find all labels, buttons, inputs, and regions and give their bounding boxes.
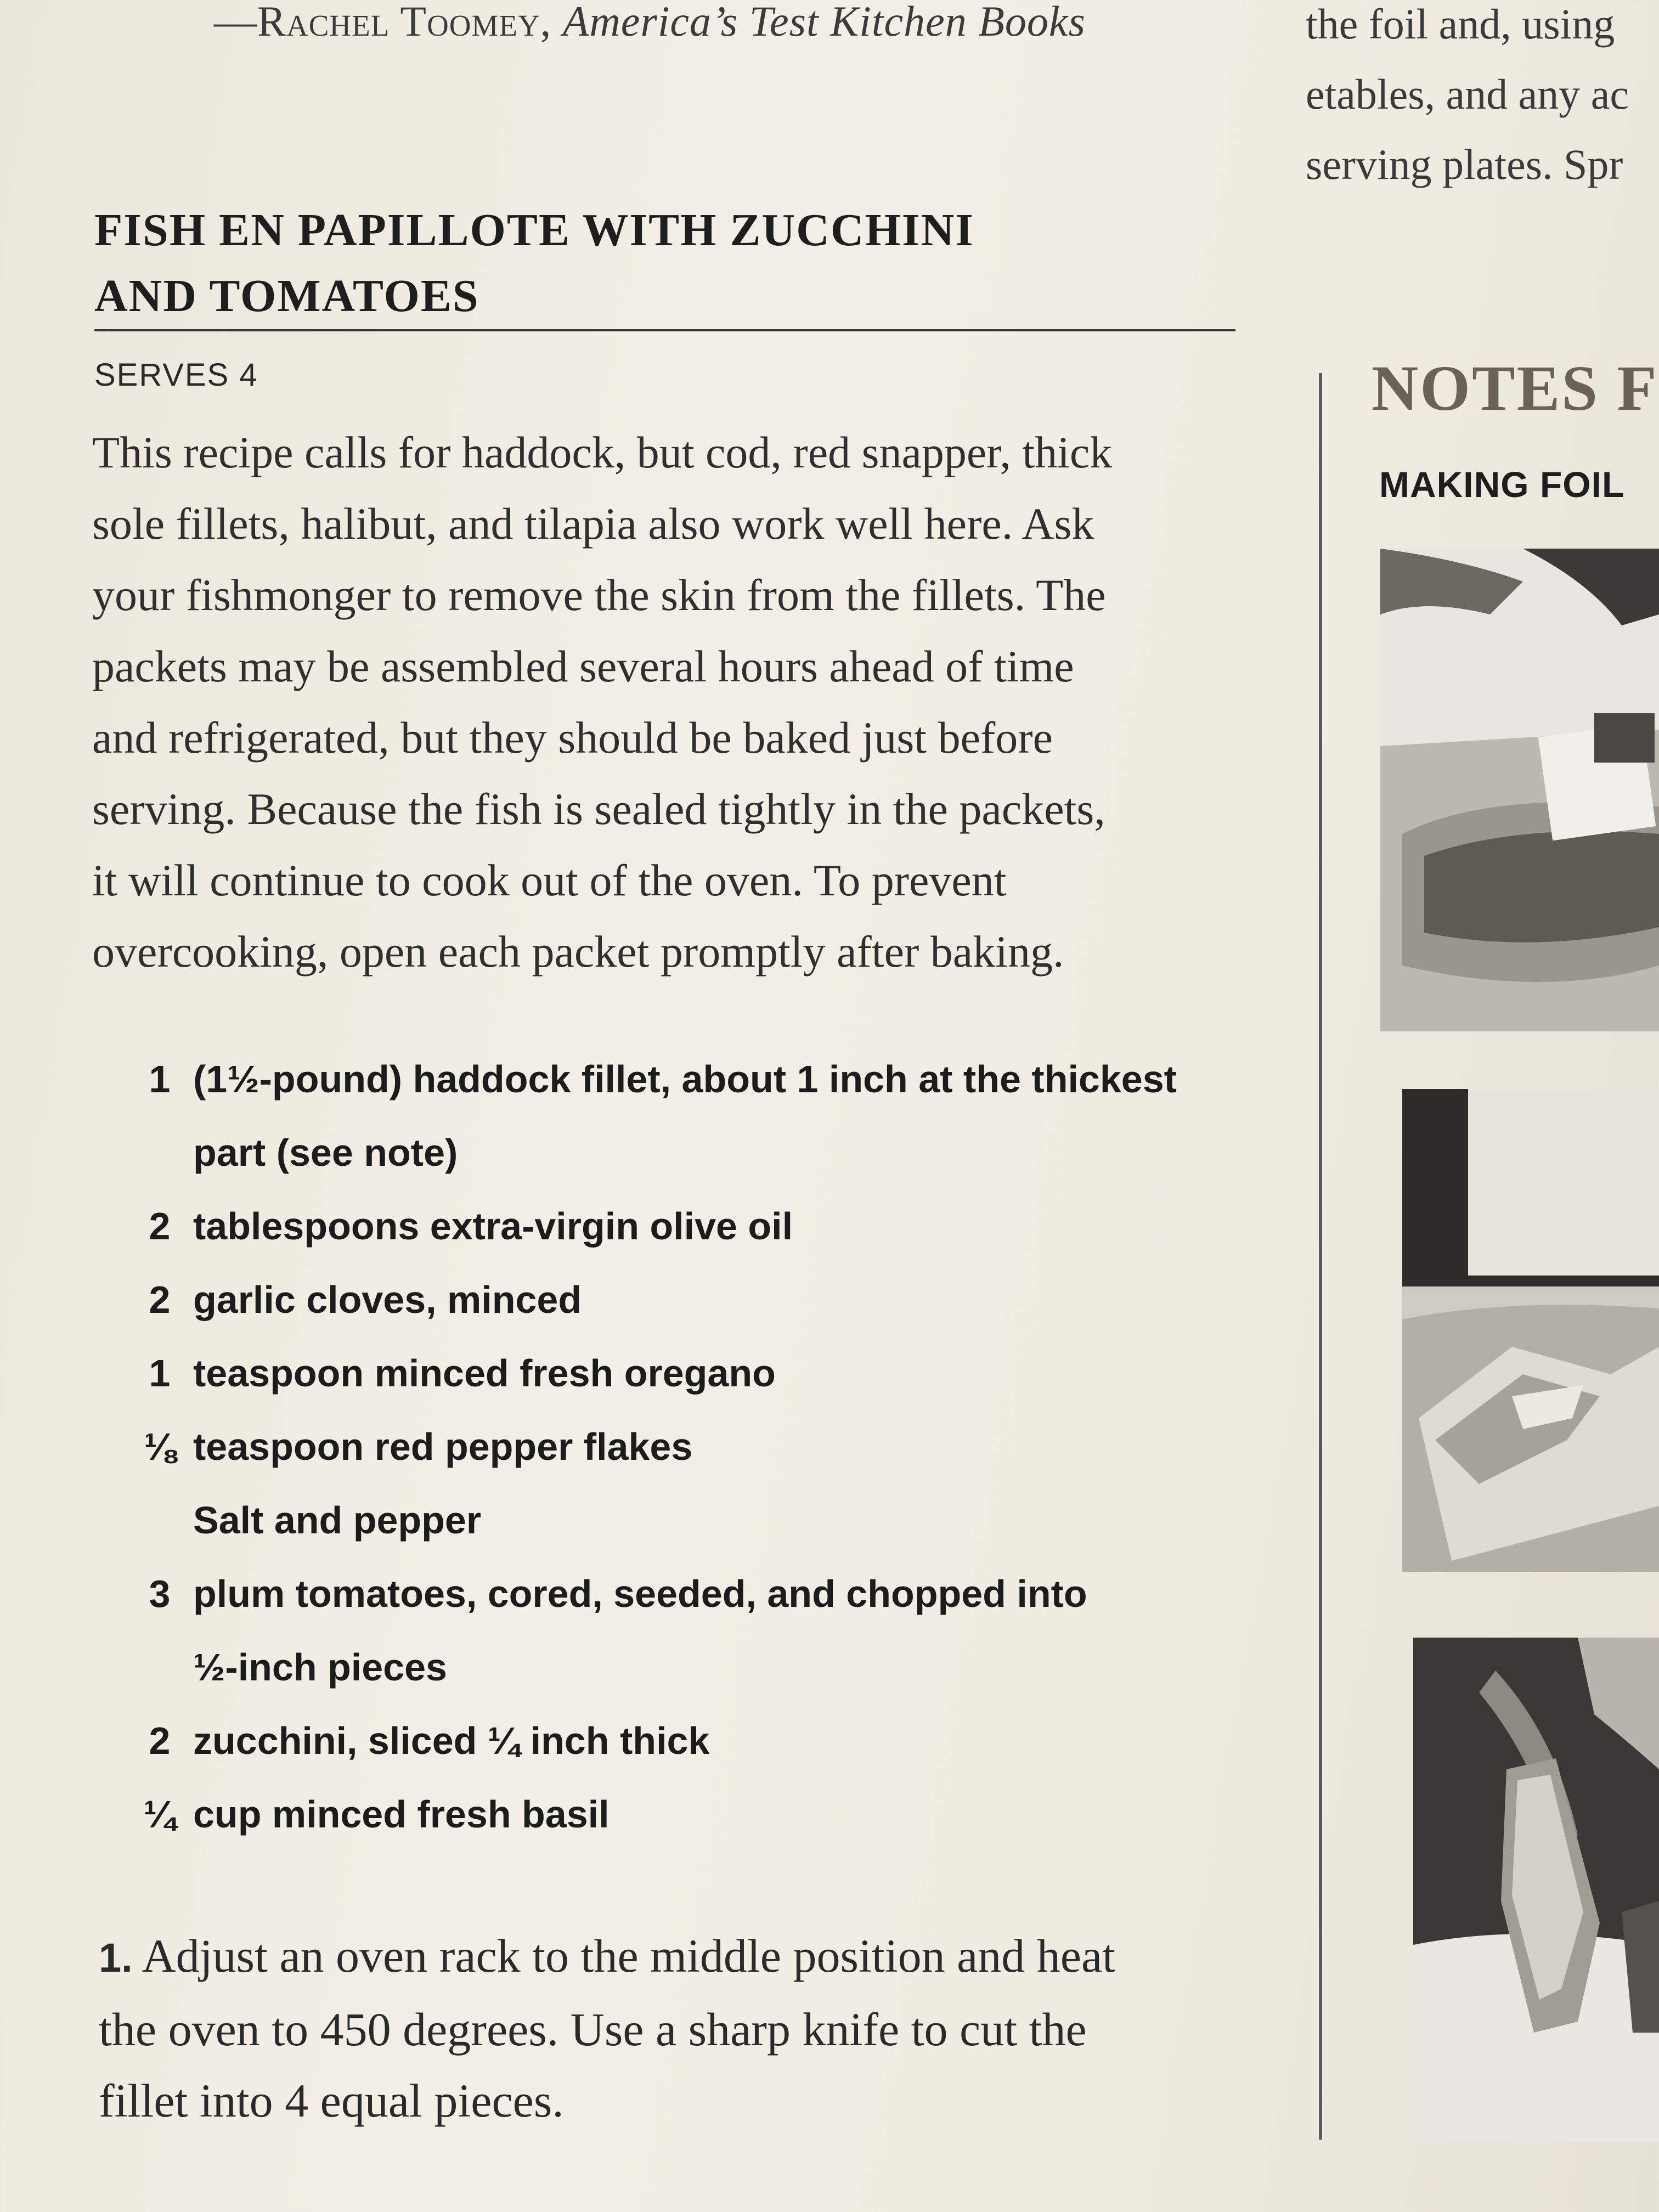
ingredient-item: [126, 1042, 1251, 1189]
photo-foil-step-1: [1380, 549, 1659, 1031]
step-text: fillet into 4 equal pieces.: [99, 2074, 564, 2127]
ingredient-item: [126, 1778, 1251, 1851]
intro-line: packets may be assembled several hours ahead of time: [92, 641, 1074, 691]
ingredient-qty: 1: [149, 1058, 171, 1101]
ingredient-item: [126, 1483, 1251, 1557]
ingredient-text: garlic cloves, minced: [193, 1278, 582, 1321]
ingredient-item: [126, 1410, 1251, 1483]
ingredient-qty: 2: [149, 1278, 171, 1321]
intro-line: your fishmonger to remove the skin from the fillets. The: [92, 570, 1106, 620]
serves-label: SERVES 4: [94, 357, 258, 393]
ingredient-item: [126, 1336, 1251, 1410]
step-text: the oven to 450 degrees. Use a sharp knife to cut the: [99, 2003, 1087, 2056]
ingredient-qty: [126, 1483, 193, 1557]
right-column-continuation: [1306, 0, 1659, 200]
attribution-name: —Rachel Toomey,: [214, 0, 563, 45]
recipe-title: [94, 198, 1235, 329]
ingredients-list: [126, 1042, 1251, 1851]
ingredient-item: [126, 1557, 1251, 1704]
intro-line: and refrigerated, but they should be baked just before: [92, 713, 1053, 763]
ingredient-text: Salt and pepper: [193, 1499, 482, 1542]
attribution: [214, 0, 1086, 46]
title-divider: [94, 329, 1235, 331]
step-number: 1.: [99, 1935, 133, 1980]
intro-line: This recipe calls for haddock, but cod, red snapper, thick: [92, 427, 1113, 477]
attribution-book: America’s Test Kitchen Books: [562, 0, 1086, 45]
ingredient-text: zucchini, sliced ¼ inch thick: [193, 1719, 710, 1762]
ingredient-qty: 3: [149, 1572, 171, 1615]
ingredient-qty: 1: [149, 1352, 171, 1395]
ingredient-text: cup minced fresh basil: [193, 1793, 610, 1836]
ingredient-qty: 2: [149, 1719, 171, 1762]
sidebar-divider: [1319, 373, 1322, 2140]
ingredient-text: ½-inch pieces: [193, 1646, 447, 1689]
step-1: [99, 1920, 1278, 2136]
intro-line: sole fillets, halibut, and tilapia also work well here. Ask: [92, 499, 1094, 549]
sidebar-heading: NOTES F: [1372, 352, 1658, 424]
sidebar-subheading: MAKING FOIL: [1379, 464, 1625, 505]
intro-line: overcooking, open each packet promptly after baking.: [92, 927, 1064, 977]
ingredient-text: plum tomatoes, cored, seeded, and chopped into: [193, 1572, 1087, 1615]
ingredient-item: [126, 1704, 1251, 1778]
ingredient-item: [126, 1263, 1251, 1336]
ingredient-text: (1½-pound) haddock fillet, about 1 inch at the thickest: [193, 1058, 1177, 1101]
title-line: AND TOMATOES: [94, 270, 479, 321]
ingredient-item: [126, 1189, 1251, 1263]
text-line: the foil and, using: [1306, 0, 1615, 48]
recipe-intro: [92, 417, 1255, 988]
text-line: etables, and any ac: [1306, 70, 1629, 118]
photo-foil-step-2: [1402, 1089, 1659, 1572]
step-text: Adjust an oven rack to the middle position and heat: [142, 1929, 1116, 1982]
ingredient-qty: ⅛: [143, 1425, 176, 1468]
intro-line: it will continue to cook out of the oven. To prevent: [92, 855, 1007, 905]
ingredient-text: teaspoon red pepper flakes: [193, 1425, 693, 1468]
photo-foil-step-3: [1413, 1638, 1659, 2142]
ingredient-text: tablespoons extra-virgin olive oil: [193, 1205, 793, 1248]
intro-line: serving. Because the fish is sealed tightly in the packets,: [92, 784, 1105, 834]
ingredient-text: teaspoon minced fresh oregano: [193, 1352, 776, 1395]
ingredient-qty: 2: [149, 1205, 171, 1248]
text-line: serving plates. Spr: [1306, 140, 1623, 188]
title-line: FISH EN PAPILLOTE WITH ZUCCHINI: [94, 205, 974, 256]
ingredient-qty: ¼: [143, 1793, 176, 1836]
ingredient-text: part (see note): [193, 1131, 458, 1174]
